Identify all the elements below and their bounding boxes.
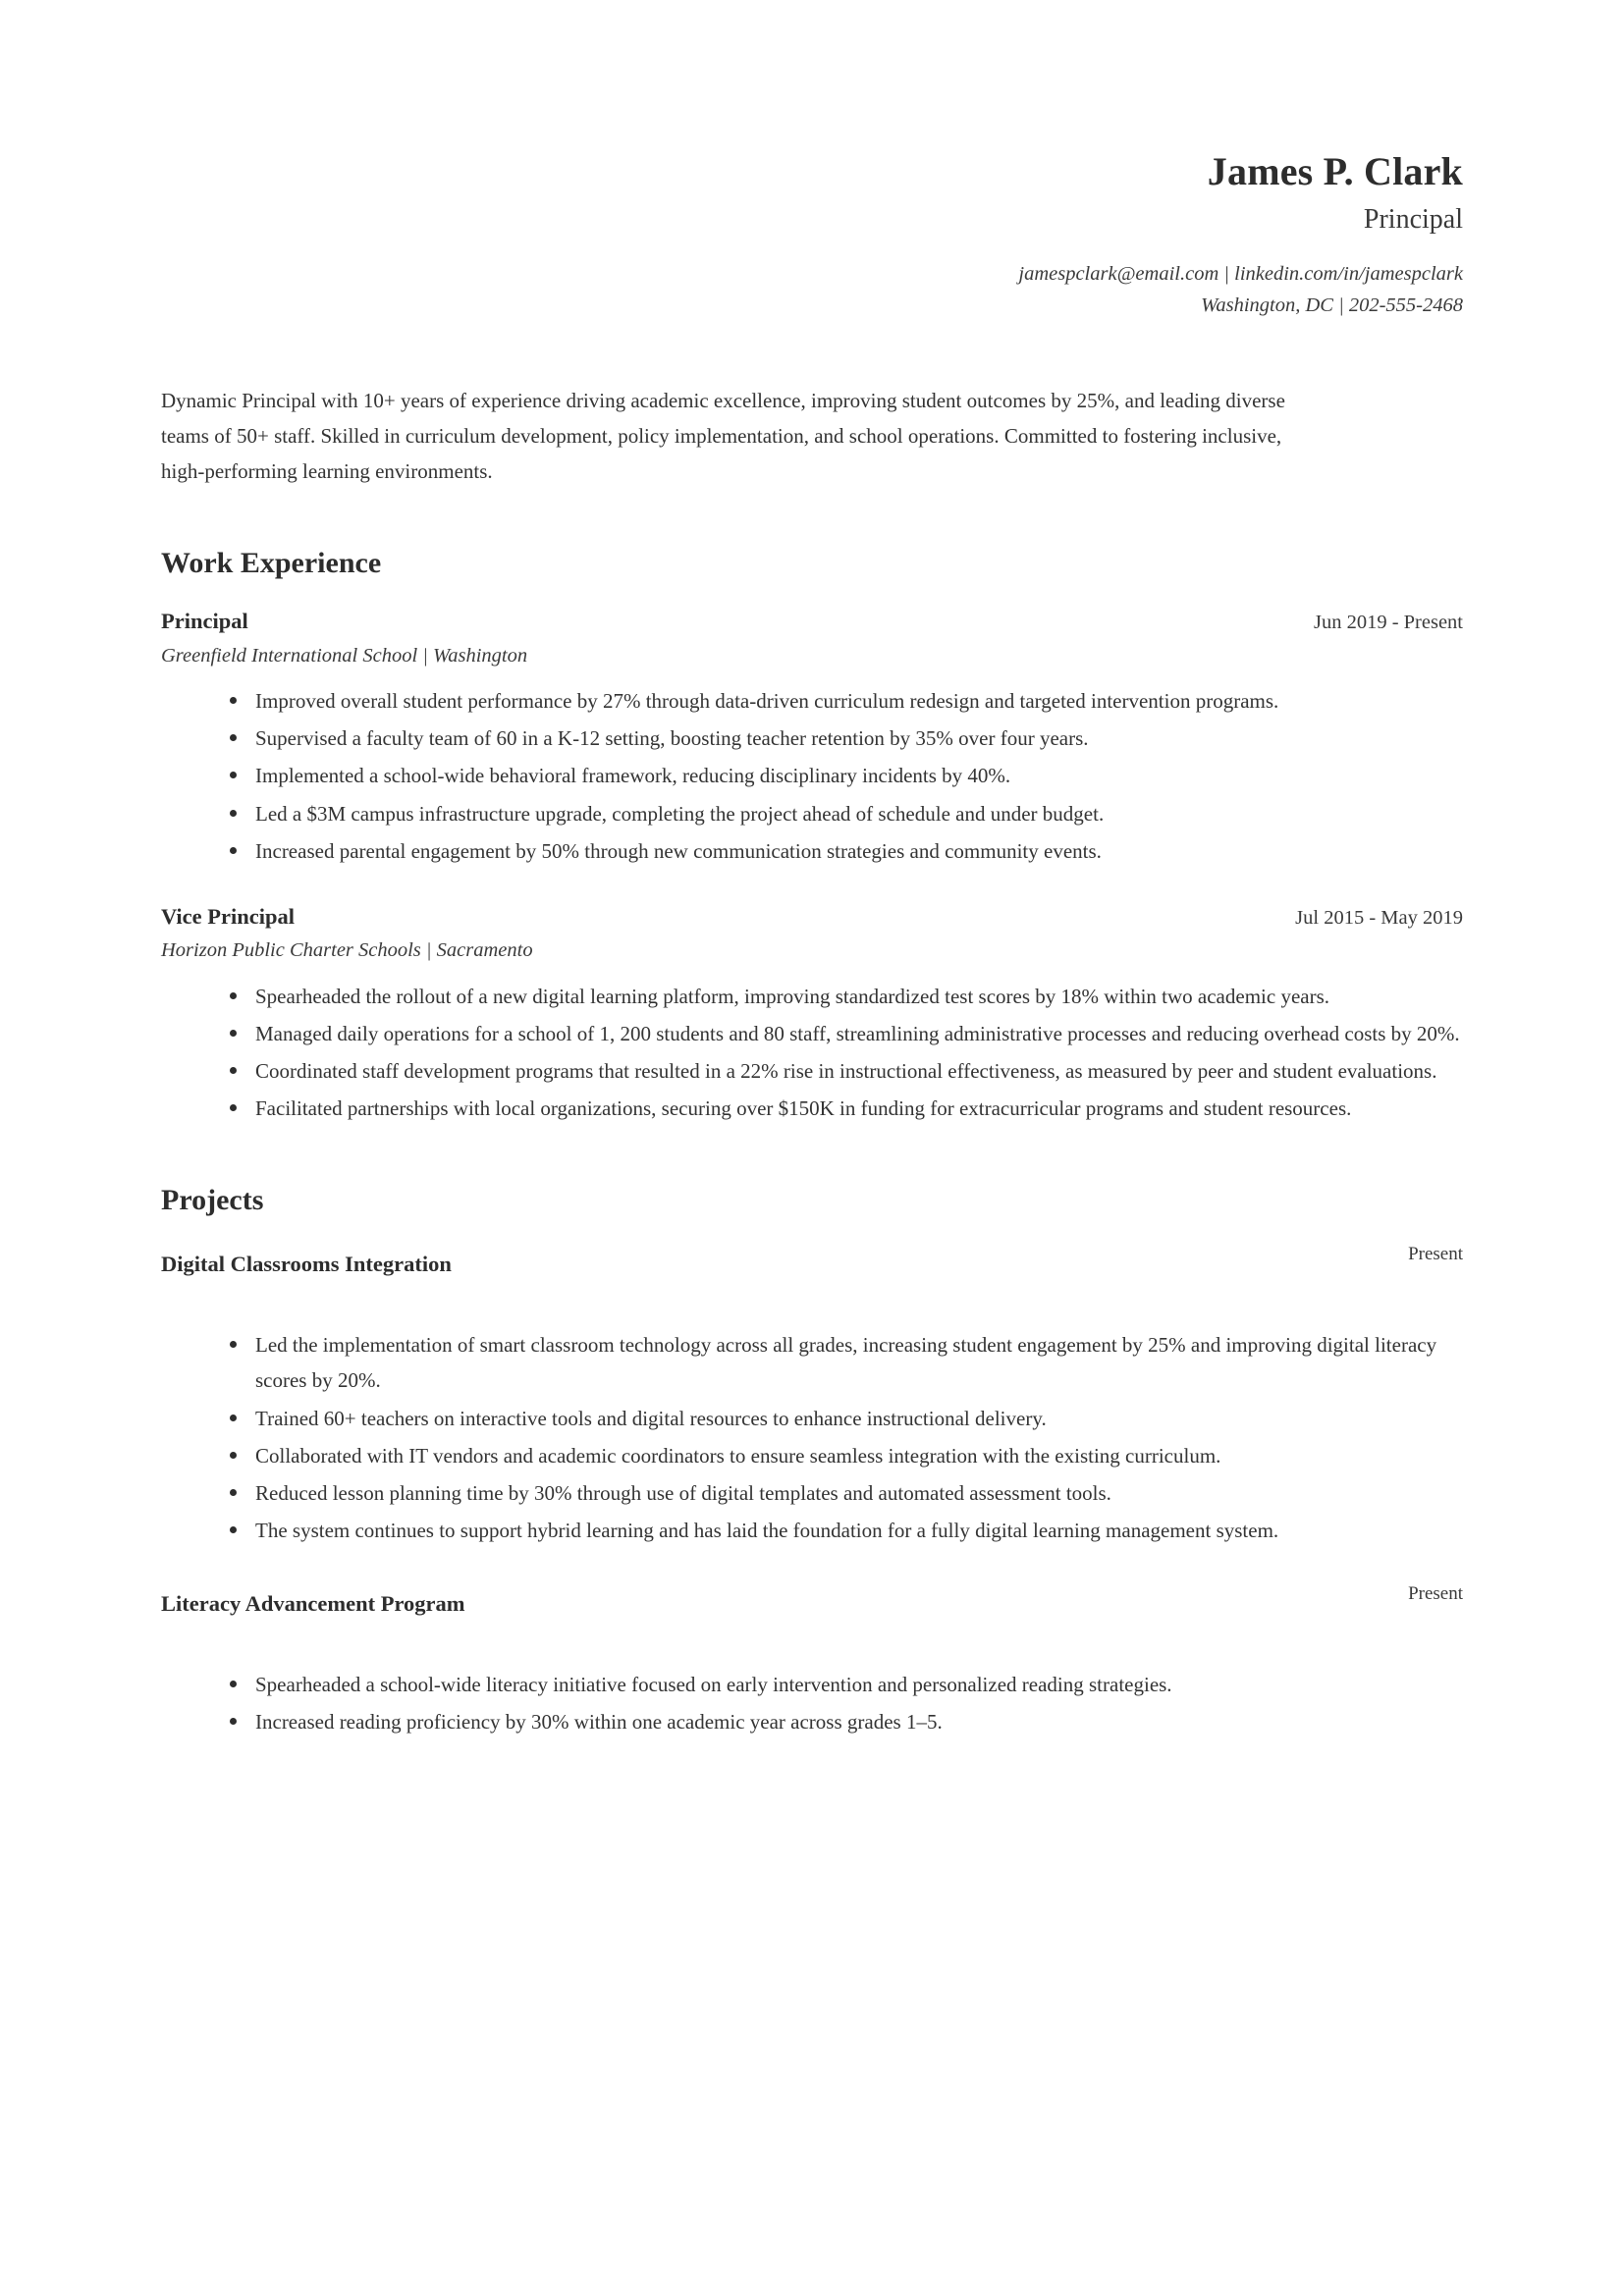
project-entry-header — [161, 1244, 1463, 1278]
project-entry-name: Literacy Advancement Program — [161, 1590, 465, 1616]
contact-info — [161, 259, 1463, 322]
bullet-item: Spearheaded the rollout of a new digital learning platform, improving standardized test scores by 18% within two academic years. — [230, 979, 1463, 1014]
work-entry-organization: Greenfield International School | Washington — [161, 644, 528, 667]
work-entry-date: Jul 2015 - May 2019 — [1295, 906, 1463, 929]
contact-email-linkedin: jamespclark@email.com | linkedin.com/in/jamespclark — [1018, 263, 1463, 286]
work-entry-role: Principal — [161, 609, 248, 634]
work-experience-heading: Work Experience — [161, 547, 382, 580]
bullet-item: Led a $3M campus infrastructure upgrade, completing the project ahead of schedule and under budget. — [230, 796, 1463, 831]
project-entry — [161, 1583, 1463, 1739]
bullet-item: Coordinated staff development programs that resulted in a 22% rise in instructional effectiveness, as measured by peer and student evaluations. — [230, 1053, 1463, 1089]
project-entry-bullets — [161, 1327, 1463, 1548]
projects-heading: Projects — [161, 1184, 264, 1217]
bullet-item: Spearheaded a school-wide literacy initiative focused on early intervention and personalized reading strategies. — [230, 1667, 1463, 1702]
bullet-item: Managed daily operations for a school of 1, 200 students and 80 staff, streamlining administrative processes and reducing overhead costs by 20%. — [230, 1016, 1463, 1051]
work-entry-bullets — [161, 683, 1463, 869]
project-entry-header — [161, 1583, 1463, 1618]
work-experience-section — [161, 546, 1463, 1126]
contact-location-phone: Washington, DC | 202-555-2468 — [1201, 294, 1463, 317]
project-entry-name: Digital Classrooms Integration — [161, 1252, 452, 1277]
bullet-item: Reduced lesson planning time by 30% through use of digital templates and automated assessment tools. — [230, 1475, 1463, 1511]
project-entry-date: Present — [1408, 1582, 1463, 1604]
work-entry-header — [161, 902, 1463, 931]
bullet-item: Trained 60+ teachers on interactive tools and digital resources to enhance instructional delivery. — [230, 1401, 1463, 1436]
work-entry — [161, 902, 1463, 1126]
bullet-item: Facilitated partnerships with local organizations, securing over $150K in funding for extracurricular programs and student resources. — [230, 1091, 1463, 1126]
project-entry-bullets — [161, 1667, 1463, 1739]
professional-summary: Dynamic Principal with 10+ years of experience driving academic excellence, improving student outcomes by 25%, and leading diverse teams of 50+ staff. Skilled in curriculum development, policy implementation, and school operations. Committed to fostering inclusive, high-performing learning environments. — [161, 388, 1285, 484]
bullet-item: Implemented a school-wide behavioral framework, reducing disciplinary incidents by 40%. — [230, 758, 1463, 793]
candidate-job-title: Principal — [1363, 204, 1463, 235]
bullet-item: Increased parental engagement by 50% through new communication strategies and community events. — [230, 833, 1463, 869]
bullet-item: Supervised a faculty team of 60 in a K-12 setting, boosting teacher retention by 35% over four years. — [230, 721, 1463, 756]
project-entry — [161, 1244, 1463, 1548]
bullet-item: The system continues to support hybrid learning and has laid the foundation for a fully digital learning management system. — [230, 1513, 1463, 1548]
bullet-item: Improved overall student performance by 27% through data-driven curriculum redesign and targeted intervention programs. — [230, 683, 1463, 719]
work-entry-date: Jun 2019 - Present — [1313, 612, 1463, 634]
bullet-item: Led the implementation of smart classroom technology across all grades, increasing student engagement by 25% and improving digital literacy scores by 20%. — [230, 1327, 1463, 1398]
work-entry-bullets — [161, 979, 1463, 1126]
resume-header — [161, 0, 1463, 322]
project-entry-date: Present — [1408, 1244, 1463, 1265]
work-entry-role: Vice Principal — [161, 903, 296, 929]
bullet-item: Increased reading proficiency by 30% within one academic year across grades 1–5. — [230, 1704, 1463, 1739]
candidate-name: James P. Clark — [1207, 149, 1463, 193]
work-entry — [161, 607, 1463, 868]
work-entry-header — [161, 607, 1463, 635]
projects-section — [161, 1183, 1463, 1739]
bullet-item: Collaborated with IT vendors and academic coordinators to ensure seamless integration with the existing curriculum. — [230, 1438, 1463, 1473]
work-entry-organization: Horizon Public Charter Schools | Sacramento — [161, 938, 533, 961]
